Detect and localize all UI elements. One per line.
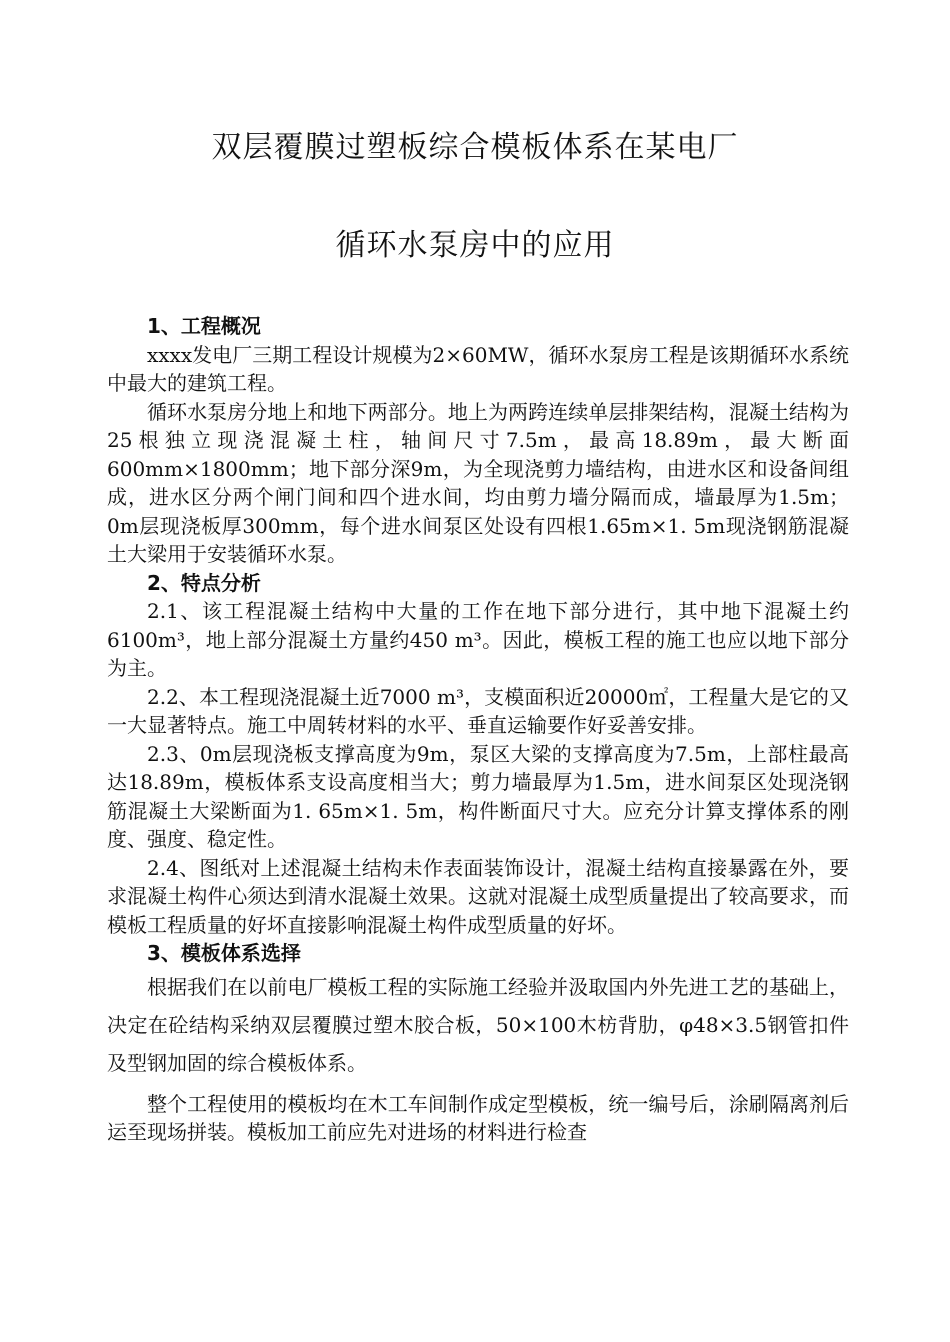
section-heading-formwork: 3、模板体系选择 (147, 941, 301, 965)
section-heading-overview: 1、工程概况 (147, 314, 261, 338)
paragraph-feature-2-2: 2.2、本工程现浇混凝土近7000 m³，支模面积近20000㎡，工程量大是它的又一大显著特点。施工中周转材料的水平、垂直运输要作好妥善安排。 (107, 684, 849, 737)
paragraph-feature-2-3: 2.3、0m层现浇板支撑高度为9m，泵区大梁的支撑高度为7.5m，上部柱最高达18.89m，模板体系支设高度相当大；剪力墙最厚为1.5m，进水间泵区处现浇钢筋混凝土大梁断面为1. 65m×1. 5m，构件断面尺寸大。应充分计算支撑体系的刚度、强度、稳定性。 (107, 741, 849, 851)
paragraph-feature-2-1: 2.1、该工程混凝土结构中大量的工作在地下部分进行，其中地下混凝土约6100m³，地上部分混凝土方量约450 m³。因此，模板工程的施工也应以地下部分为主。 (107, 599, 849, 680)
paragraph-formwork-2: 整个工程使用的模板均在木工车间制作成定型模板，统一编号后，涂刷隔离剂后运至现场拼装。模板加工前应先对进场的材料进行检查 (107, 1091, 849, 1144)
paragraph-feature-2-4: 2.4、图纸对上述混凝土结构未作表面装饰设计，混凝土结构直接暴露在外，要求混凝土构件心须达到清水混凝土效果。这就对混凝土成型质量提出了较高要求，而模板工程质量的好坏直接影响混凝土构件成型质量的好坏。 (107, 855, 849, 937)
document-body (107, 312, 849, 1147)
document-title-line-2: 循环水泵房中的应用 (335, 228, 615, 263)
section-heading-features: 2、特点分析 (147, 570, 261, 595)
paragraph-overview-1: xxxx发电厂三期工程设计规模为2×60MW，循环水泵房工程是该期循环水系统中最大的建筑工程。 (107, 342, 849, 395)
document-title-line-1: 双层覆膜过塑板综合模板体系在某电厂 (211, 130, 739, 165)
paragraph-formwork-1: 根据我们在以前电厂模板工程的实际施工经验并汲取国内外先进工艺的基础上，决定在砼结构采纳双层覆膜过塑木胶合板，50×100木枋背肋，φ48×3.5钢管扣件及型钢加固的综合模板体系。 (107, 974, 849, 1075)
paragraph-overview-2: 循环水泵房分地上和地下两部分。地上为两跨连续单层排架结构，混凝土结构为25根独立现浇混凝土柱，轴间尺寸7.5m，最高18.89m，最大断面600mm×1800mm；地下部分深9m，为全现浇剪力墙结构，由进水区和设备间组成，进水区分两个闸门间和四个进水间，均由剪力墙分隔而成，墙最厚为1.5m；0m层现浇板厚300mm，每个进水间泵区处设有四根1.65m×1. 5m现浇钢筋混凝土大梁用于安装循环水泵。 (107, 399, 849, 566)
